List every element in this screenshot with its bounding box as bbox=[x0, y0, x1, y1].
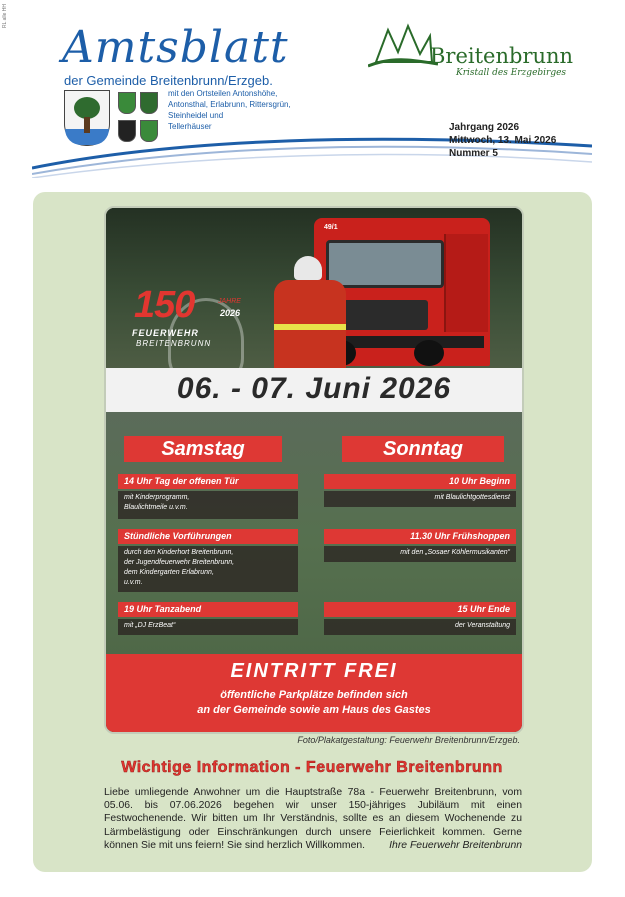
article-headline: Wichtige Information - Feuerwehr Breitenbrunn bbox=[121, 759, 503, 776]
sunday-event-title: 10 Uhr Beginn bbox=[324, 474, 516, 489]
crest-icon bbox=[140, 92, 158, 114]
poster-photo bbox=[106, 208, 522, 368]
detail-line: der Veranstaltung bbox=[455, 622, 510, 629]
free-entry-title: EINTRITT FREI bbox=[230, 660, 398, 682]
sunday-event-details bbox=[324, 491, 516, 507]
anniversary-badge bbox=[128, 278, 248, 358]
ortsteile-list bbox=[168, 88, 291, 132]
logo-name: Breitenbrunn bbox=[430, 44, 574, 68]
sunday-heading: Sonntag bbox=[342, 436, 504, 462]
saturday-event-details bbox=[118, 491, 298, 519]
masthead bbox=[0, 0, 625, 185]
article-body-text: Liebe umliegende Anwohner um die Hauptstraße 78a - Feuerwehr Breitenbrunn, vom 05.06. bis 07.06.2026 begehen wir unser 150-jähriges Jubiläum mit einen Festwochenende. Wir bitten um Ihr Verständnis, sollte es an diesem Wochenende zu Lärmbelästigung oder Einschränkungen durch unsere Feierlichkeit kommen. Gerne können Sie mit uns feiern! Sie sind herzlich Willkommen. bbox=[104, 787, 522, 851]
badge-ort: BREITENBRUNN bbox=[136, 339, 212, 348]
ortsteile-line: mit den Ortsteilen Antonshöhe, bbox=[168, 89, 278, 98]
logo-tagline: Kristall des Erzgebirges bbox=[456, 68, 567, 78]
detail-line: dem Kindergarten Erlabrunn, bbox=[124, 569, 214, 576]
issue-info bbox=[449, 121, 556, 160]
sunday-event-details bbox=[324, 546, 516, 562]
saturday-heading: Samstag bbox=[124, 436, 282, 462]
ortsteile-line: Antonsthal, Erlabrunn, Rittersgrün, bbox=[168, 100, 291, 109]
truck-number: 49/1 bbox=[324, 224, 338, 231]
badge-number: 150 bbox=[134, 284, 195, 326]
masthead-title: Amtsblatt bbox=[62, 22, 289, 73]
firefighter-image bbox=[268, 252, 352, 368]
ortsteile-line: Steinheidel und bbox=[168, 111, 224, 120]
sunday-event-details bbox=[324, 619, 516, 635]
detail-line: der Jugendfeuerwehr Breitenbrunn, bbox=[124, 559, 235, 566]
badge-feuerwehr: FEUERWEHR bbox=[132, 328, 199, 338]
saturday-event-title: 19 Uhr Tanzabend bbox=[118, 602, 298, 617]
crest-icon bbox=[118, 92, 136, 114]
ortsteile-line: Tellerhäuser bbox=[168, 122, 212, 131]
saturday-event-title: 14 Uhr Tag der offenen Tür bbox=[118, 474, 298, 489]
detail-line: Blaulichtmeile u.v.m. bbox=[124, 504, 188, 511]
event-dates: 06. - 07. Juni 2026 bbox=[176, 372, 452, 405]
saturday-event-title: Stündliche Vorführungen bbox=[118, 529, 298, 544]
saturday-event-details bbox=[118, 619, 298, 635]
article-signature: Ihre Feuerwehr Breitenbrunn bbox=[389, 839, 522, 851]
badge-jahre: JAHRE bbox=[218, 298, 241, 305]
detail-line: mit Blaulichtgottesdienst bbox=[434, 494, 510, 501]
free-entry-line: an der Gemeinde sowie am Haus des Gastes bbox=[197, 704, 431, 716]
detail-line: u.v.m. bbox=[124, 579, 143, 586]
distribution-tag: RL alle HH bbox=[2, 4, 8, 28]
masthead-subtitle: der Gemeinde Breitenbrunn/Erzgeb. bbox=[64, 73, 273, 88]
article-body bbox=[104, 786, 522, 852]
sunday-event-title: 11.30 Uhr Frühshoppen bbox=[324, 529, 516, 544]
event-poster bbox=[104, 206, 524, 734]
detail-line: durch den Kinderhort Breitenbrunn, bbox=[124, 549, 234, 556]
detail-line: mit Kinderprogramm, bbox=[124, 494, 190, 501]
detail-line: mit „DJ ErzBeat“ bbox=[124, 622, 176, 629]
detail-line: mit den „Sosaer Köhlermusikanten“ bbox=[400, 549, 510, 556]
badge-year: 2026 bbox=[220, 308, 241, 318]
breitenbrunn-logo bbox=[368, 22, 588, 92]
photo-credit: Foto/Plakatgestaltung: Feuerwehr Breitenbrunn/Erzgeb. bbox=[297, 735, 520, 745]
sunday-event-title: 15 Uhr Ende bbox=[324, 602, 516, 617]
crystal-logo-icon bbox=[368, 22, 438, 77]
free-entry-line: öffentliche Parkplätze befinden sich bbox=[220, 689, 408, 701]
issue-jahrgang: Jahrgang 2026 bbox=[449, 122, 520, 133]
saturday-event-details bbox=[118, 546, 298, 592]
issue-number: Nummer 5 bbox=[449, 148, 498, 159]
issue-date: Mittwoch, 13. Mai 2026 bbox=[449, 135, 557, 146]
free-entry-subtitle bbox=[106, 688, 522, 718]
